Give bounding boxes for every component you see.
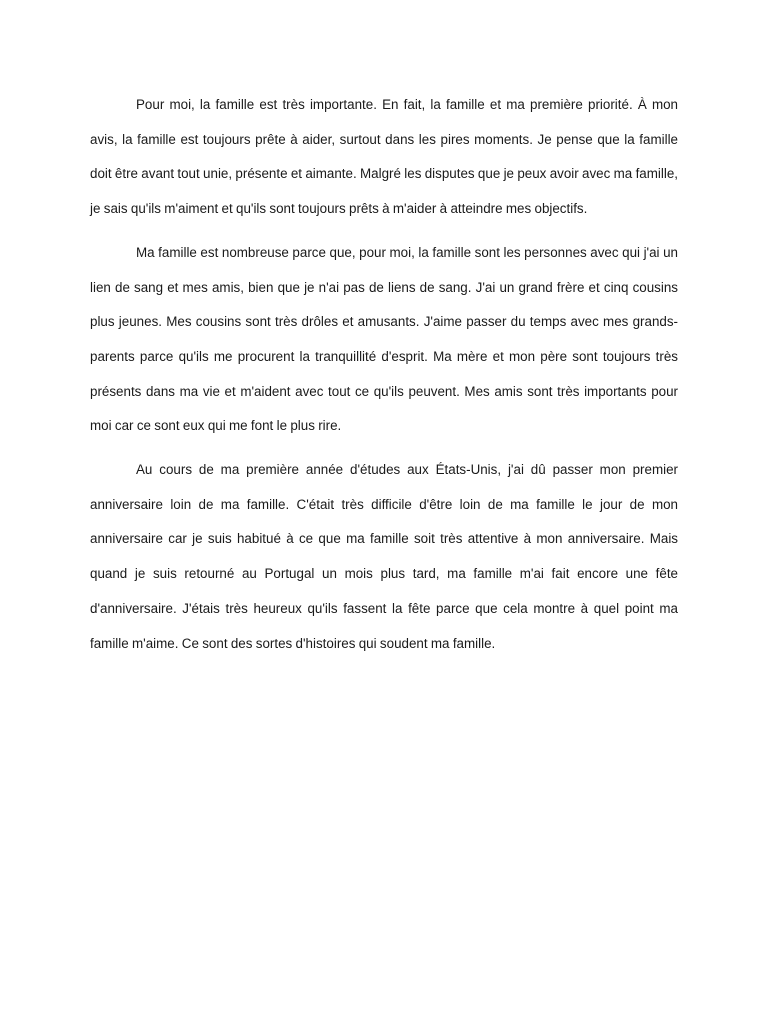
paragraph-2: Ma famille est nombreuse parce que, pour moi, la famille sont les personnes avec qui j'ai un lien de sang et mes amis, bien que je n'ai pas de liens de sang. J'ai un grand frère et cinq cousins plus jeunes. Mes cousins sont très drôles et amusants. J'aime passer du temps avec mes grands-parents parce qu'ils me procurent la tranquillité d'esprit. Ma mère et mon père sont toujours très présents dans ma vie et m'aident avec tout ce qu'ils peuvent. Mes amis sont très importants pour moi car ce sont eux qui me font le plus rire. — [90, 244, 678, 434]
paragraph-3: Au cours de ma première année d'études aux États-Unis, j'ai dû passer mon premier anniversaire loin de ma famille. C'était très difficile d'être loin de ma famille le jour de mon anniversaire car je suis habitué à ce que ma famille soit très attentive à mon anniversaire. Mais quand je suis retourné au Portugal un mois plus tard, ma famille m'ai fait encore une fête d'anniversaire. J'étais très heureux qu'ils fassent la fête parce que cela montre à quel point ma famille m'aime. Ce sont des sortes d'histoires qui soudent ma famille. — [90, 462, 678, 651]
paragraph-1: Pour moi, la famille est très importante. En fait, la famille et ma première priorité. À mon avis, la famille est toujours prête à aider, surtout dans les pires moments. Je pense que la famille doit être avant tout unie, présente et aimante. Malgré les disputes que je peux avoir avec ma famille, je sais qu'ils m'aiment et qu'ils sont toujours prêts à m'aider à atteindre mes objectifs. — [90, 97, 678, 217]
